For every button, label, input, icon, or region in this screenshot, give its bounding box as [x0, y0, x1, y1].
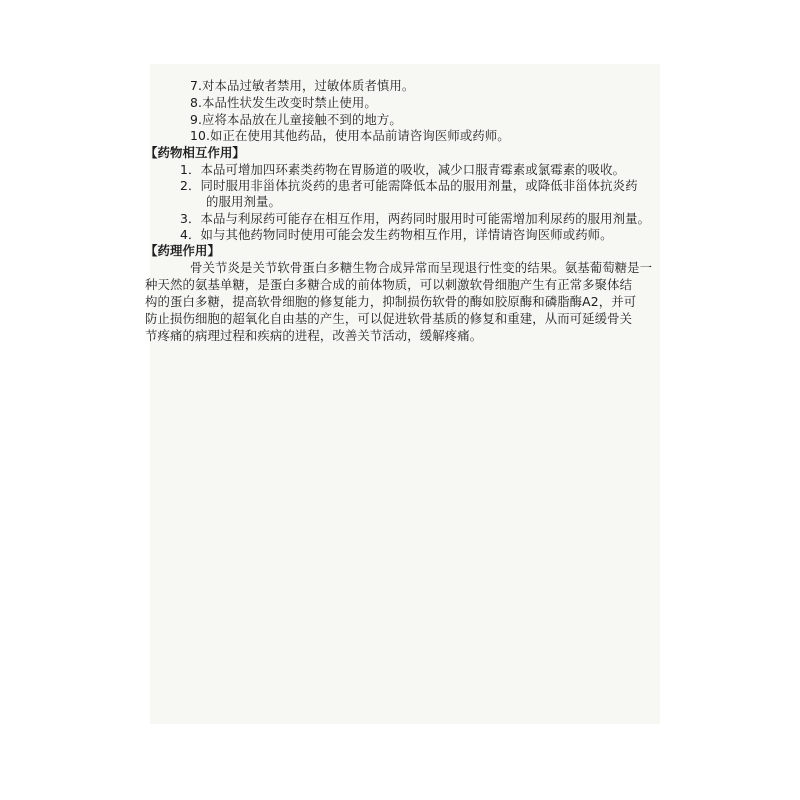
interaction-item-3: 3．本品与利尿药可能存在相互作用，两药同时服用时可能需增加利尿药的服用剂量。: [180, 211, 651, 226]
interaction-item-4: 4．如与其他药物同时使用可能会发生药物相互作用，详情请咨询医师或药师。: [180, 227, 613, 242]
interactions-heading: 【药物相互作用】: [145, 145, 245, 160]
interaction-item-2: 2．同时服用非甾体抗炎药的患者可能需降低本品的服用剂量，或降低非甾体抗炎药: [180, 178, 638, 193]
pharmacology-line: 节疼痛的病理过程和疾病的进程，改善关节活动，缓解疼痛。: [145, 328, 483, 343]
pharmacology-line: 种天然的氨基单糖，是蛋白多糖合成的前体物质，可以刺激软骨细胞产生有正常多聚体结: [145, 277, 633, 292]
pharmacology-heading: 【药理作用】: [145, 243, 220, 258]
drug-leaflet: [145, 64, 660, 724]
precaution-item-8: 8.本品性状发生改变时禁止使用。: [190, 95, 377, 110]
pharmacology-line: 构的蛋白多糖，提高软骨细胞的修复能力，抑制损伤软骨的酶如胶原酶和磷脂酶A2，并可: [145, 294, 637, 309]
precaution-item-9: 9.应将本品放在儿童接触不到的地方。: [190, 112, 402, 127]
precaution-item-10: 10.如正在使用其他药品，使用本品前请咨询医师或药师。: [190, 128, 510, 143]
pharmacology-line: 骨关节炎是关节软骨蛋白多糖生物合成异常而呈现退行性变的结果。氨基葡萄糖是一: [190, 260, 653, 275]
interaction-item-2-cont: 的服用剂量。: [206, 194, 281, 209]
precaution-item-7: 7.对本品过敏者禁用，过敏体质者慎用。: [190, 78, 415, 93]
pharmacology-line: 防止损伤细胞的超氧化自由基的产生，可以促进软骨基质的修复和重建，从而可延缓骨关: [145, 311, 633, 326]
interaction-item-1: 1．本品可增加四环素类药物在胃肠道的吸收，减少口服青霉素或氯霉素的吸收。: [180, 162, 626, 177]
